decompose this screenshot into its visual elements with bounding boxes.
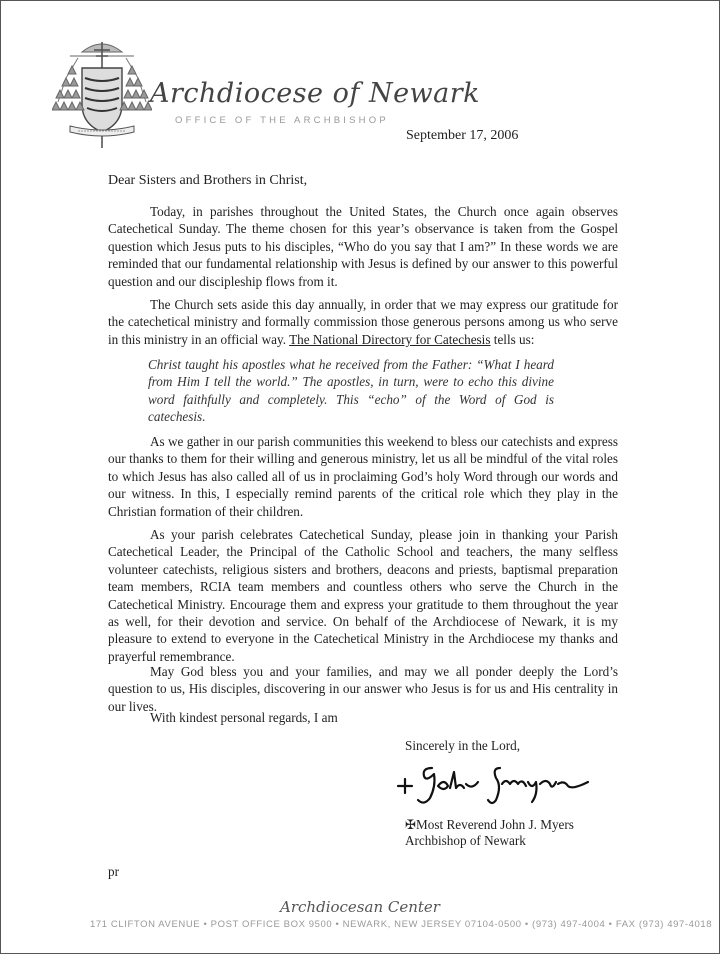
office-name: OFFICE OF THE ARCHBISHOP: [175, 115, 389, 126]
typist-initials: pr: [108, 864, 119, 879]
signature-icon: [392, 760, 602, 810]
complimentary-close: Sincerely in the Lord,: [405, 738, 520, 753]
letter-date: September 17, 2006: [406, 128, 519, 143]
signer-title: Archbishop of Newark: [405, 833, 526, 848]
paragraph-2-text: The Church sets aside this day annually, in order that we may express our gratitude for the catechetical ministry and formally commission those generous persons among us who serve in this ministry in an official way.: [108, 297, 618, 347]
directory-title: The National Directory for Catechesis: [289, 331, 491, 347]
salutation: Dear Sisters and Brothers in Christ,: [108, 173, 308, 188]
body-paragraph-2: [108, 296, 618, 348]
body-paragraph-4: As your parish celebrates Catechetical Sunday, please join in thanking your Parish Catechetical Leader, the Principal of the Catholic School and teachers, the many selfless volunteer catechists, religious sisters and brothers, deacons and priests, baptismal preparation team members, RCIA team members and countless others who serve the Church in the Catechetical Ministry. Encourage them and express your gratitude to them throughout the year as well, for their devotion and service. On behalf of the Archdiocese of Newark, it is my pleasure to extend to everyone in the Catechetical Ministry in the Archdiocese my thanks and prayerful remembrance.: [108, 527, 618, 664]
footer-address: 171 CLIFTON AVENUE • POST OFFICE BOX 9500 • NEWARK, NEW JERSEY 07104-0500 • (973) 497-4004 • FAX (973) 497-4018: [90, 919, 713, 930]
paragraph-2-end: tells us:: [493, 331, 535, 347]
coat-of-arms-icon: [52, 38, 152, 156]
body-paragraph-3: As we gather in our parish communities this weekend to bless our catechists and express our thanks to them for their willing and generous ministry, let us all be mindful of the vital roles to which Jesus has also called all of us in proclaiming God’s holy Word through our words and our witness. In this, I especially remind parents of the critical role which they play in the Christian formation of their children.: [108, 434, 618, 519]
closing-line: With kindest personal regards, I am: [150, 710, 338, 725]
organization-name: Archdiocese of Newark: [150, 78, 481, 109]
signer-name: ✠Most Reverend John J. Myers: [405, 817, 574, 832]
footer-title: Archdiocesan Center: [280, 898, 440, 916]
body-paragraph-1: Today, in parishes throughout the United States, the Church once again observes Catechetical Sunday. The theme chosen for this year’s observance is taken from the Gospel question which Jesus puts to his disciples, “Who do you say that I am?” In these words we are reminded that our fundamental relationship with Jesus is defined by our answer to this powerful question and our discipleship flows from it.: [108, 204, 618, 289]
signer-block: [405, 817, 574, 849]
block-quote: Christ taught his apostles what he received from the Father: “What I heard from Him I tell the world.” The apostles, in turn, were to echo this divine word faithfully and completely. This “echo” of the Word of God is catechesis.: [148, 357, 554, 425]
body-paragraph-5: May God bless you and your families, and may we all ponder deeply the Lord’s question to us, His disciples, discovering in our answer who Jesus is for us and His centrality in our lives.: [108, 664, 618, 714]
